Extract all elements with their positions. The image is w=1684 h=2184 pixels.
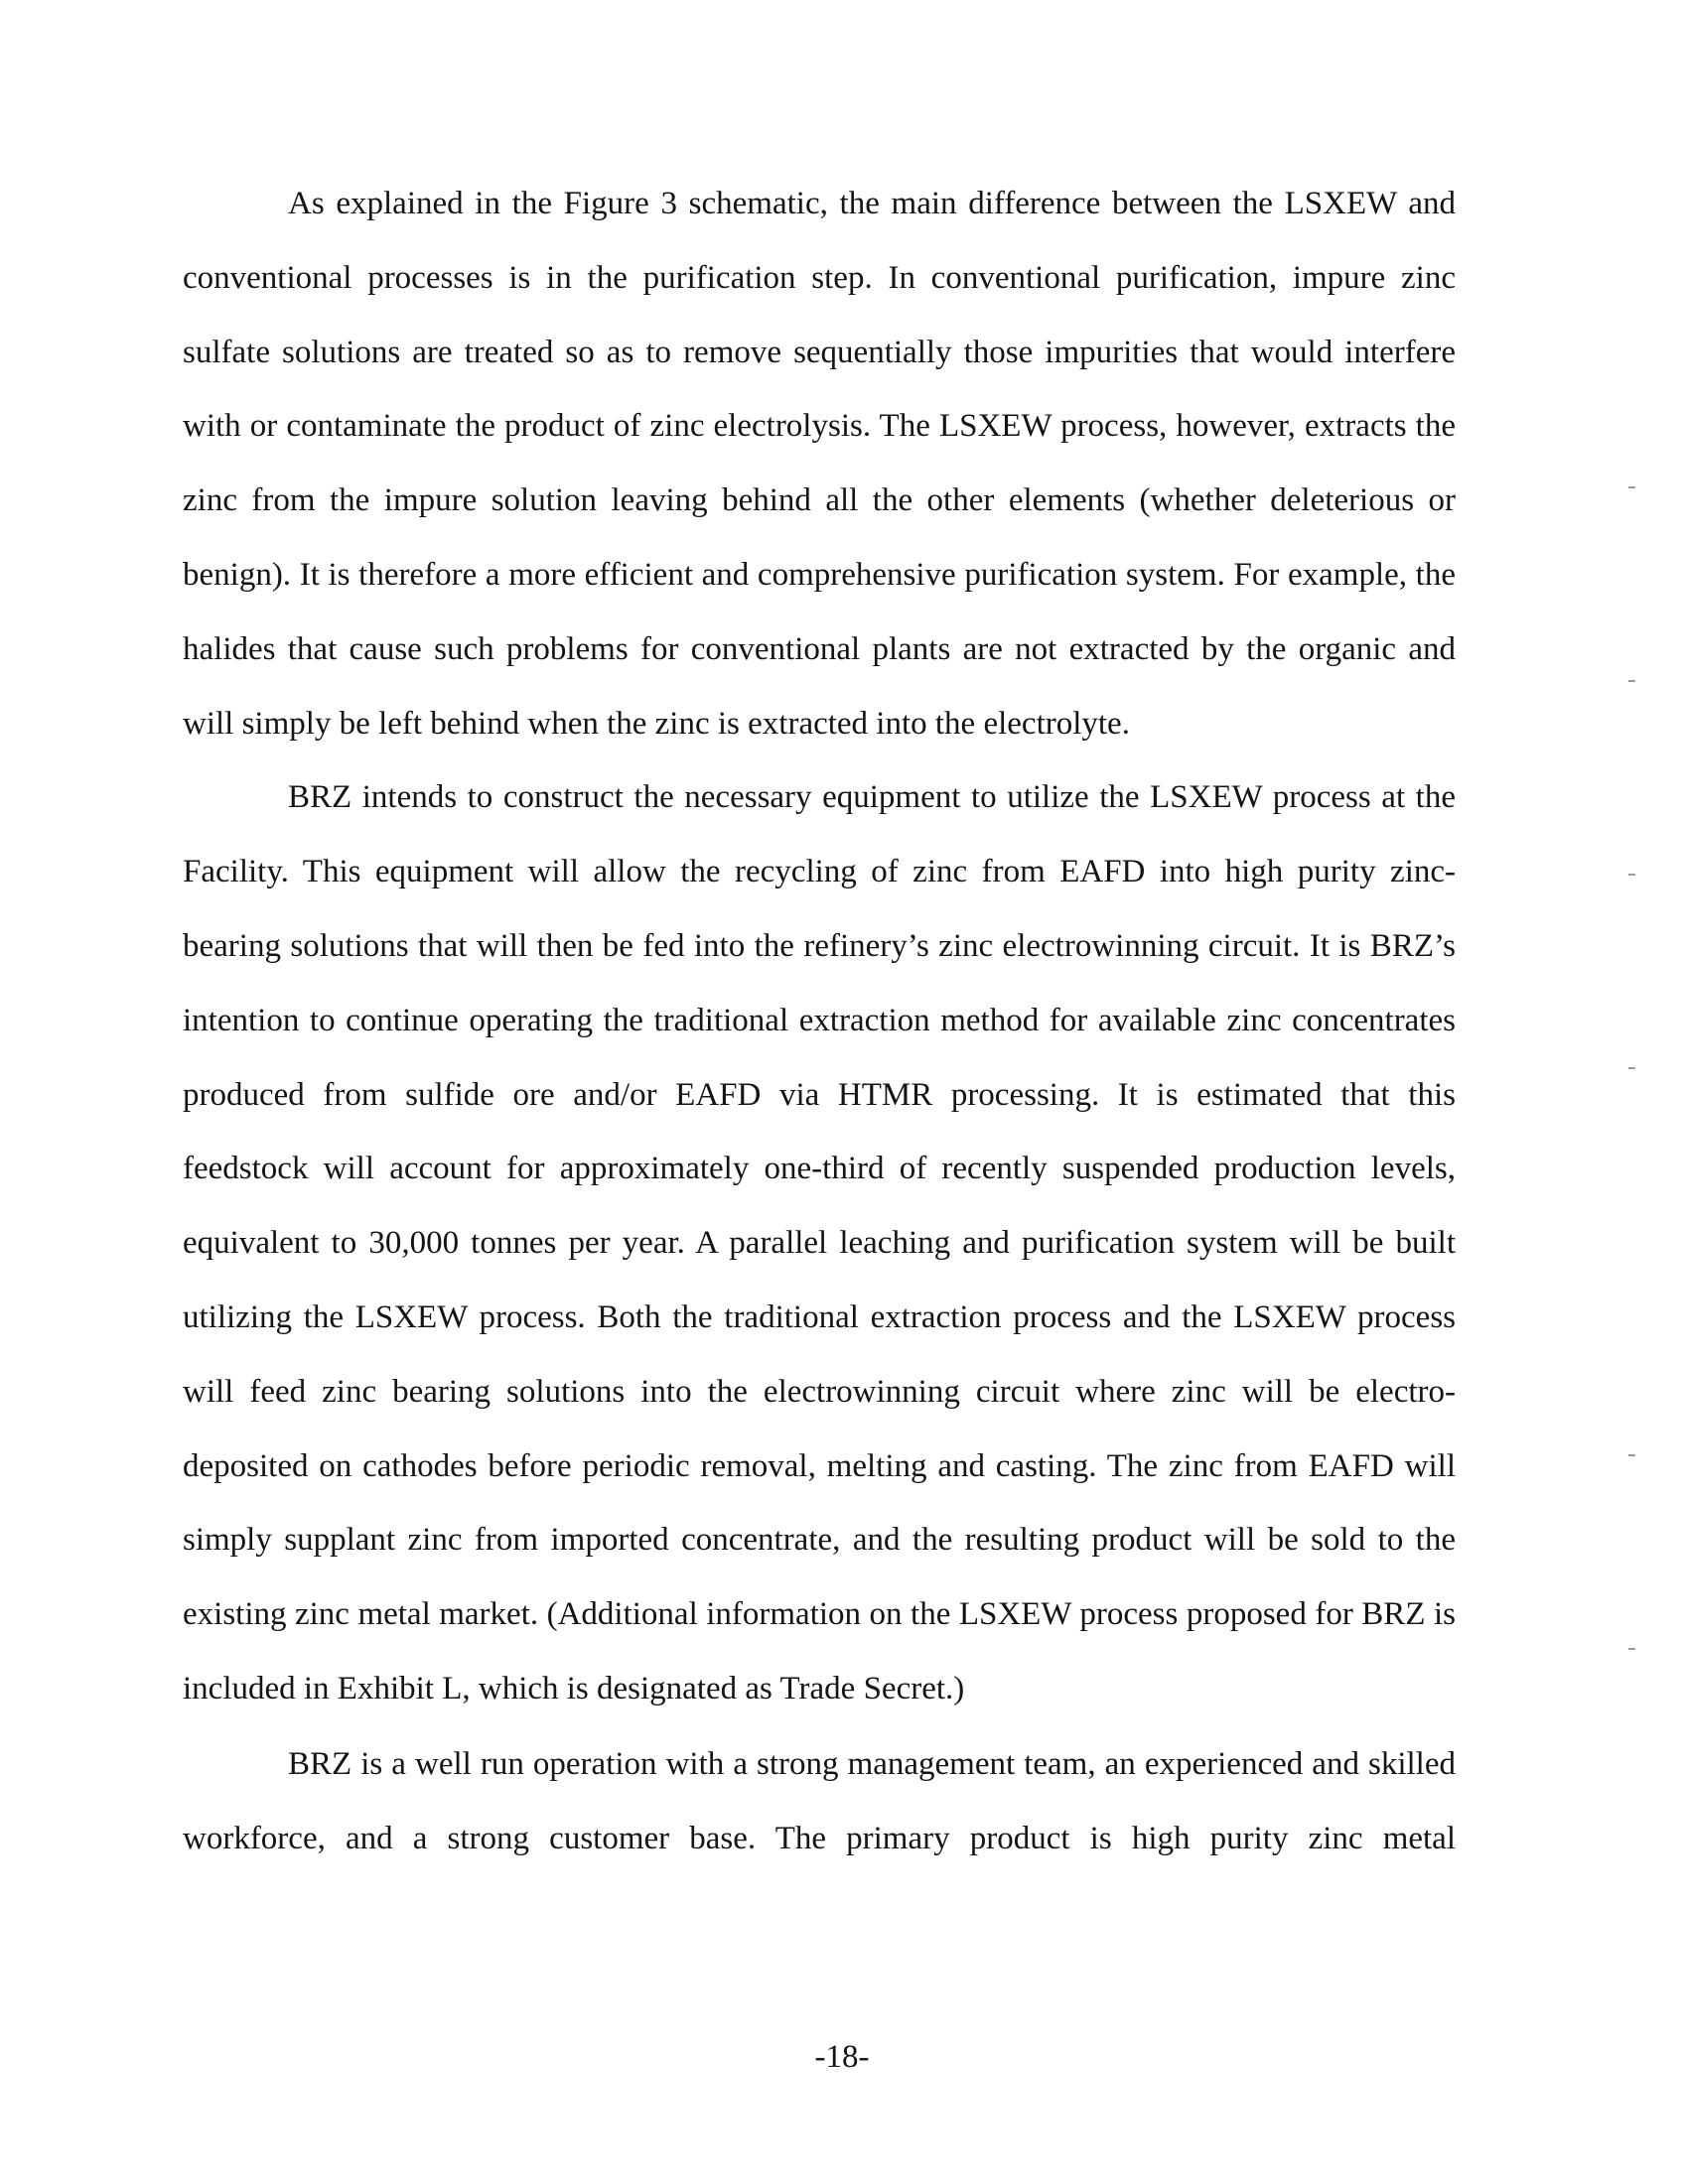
- scan-margin-mark: [1628, 1454, 1635, 1456]
- paragraph-brz-facility-plan: BRZ intends to construct the necessary equipment to utilize the LSXEW process at the Facility. This equipment will allow the recycling of zinc from EAFD into high purity zinc-bearing solutions that will then be fed into the refinery’s zinc electrowinning circuit. It is BRZ’s intention to continue operating the traditional extraction method for available zinc concentrates produced from sulfide ore and/or EAFD via HTMR processing. It is estimated that this feedstock will account for approximately one-third of recently suspended production levels, equivalent to 30,000 tonnes per year. A parallel leaching and purification system will be built utilizing the LSXEW process. Both the traditional extraction process and the LSXEW process will feed zinc bearing solutions into the electrowinning circuit where zinc will be electro-deposited on cathodes before periodic removal, melting and casting. The zinc from EAFD will simply supplant zinc from imported concentrate, and the resulting product will be sold to the existing zinc metal market. (Additional information on the LSXEW process proposed for BRZ is included in Exhibit L, which is designated as Trade Secret.): [183, 779, 1456, 1706]
- body-text: [183, 167, 1456, 1875]
- scan-margin-mark: [1628, 1648, 1635, 1650]
- scan-margin-mark: [1628, 486, 1635, 488]
- page-number: -18-: [814, 2039, 870, 2075]
- scan-margin-mark: [1628, 1067, 1635, 1069]
- scan-margin-mark: [1628, 874, 1635, 876]
- scan-margin-mark: [1628, 680, 1635, 682]
- paragraph-brz-operation: BRZ is a well run operation with a strong management team, an experienced and skilled workforce, and a strong customer base. The primary product is high purity zinc metal: [183, 1745, 1456, 1856]
- paragraph-lsxew-comparison: As explained in the Figure 3 schematic, the main difference between the LSXEW and conventional processes is in the purification step. In conventional purification, impure zinc sulfate solutions are treated so as to remove sequentially those impurities that would interfere with or contaminate the product of zinc electrolysis. The LSXEW process, however, extracts the zinc from the impure solution leaving behind all the other elements (whether deleterious or benign). It is therefore a more efficient and comprehensive purification system. For example, the halides that cause such problems for conventional plants are not extracted by the organic and will simply be left behind when the zinc is extracted into the electrolyte.: [183, 186, 1456, 742]
